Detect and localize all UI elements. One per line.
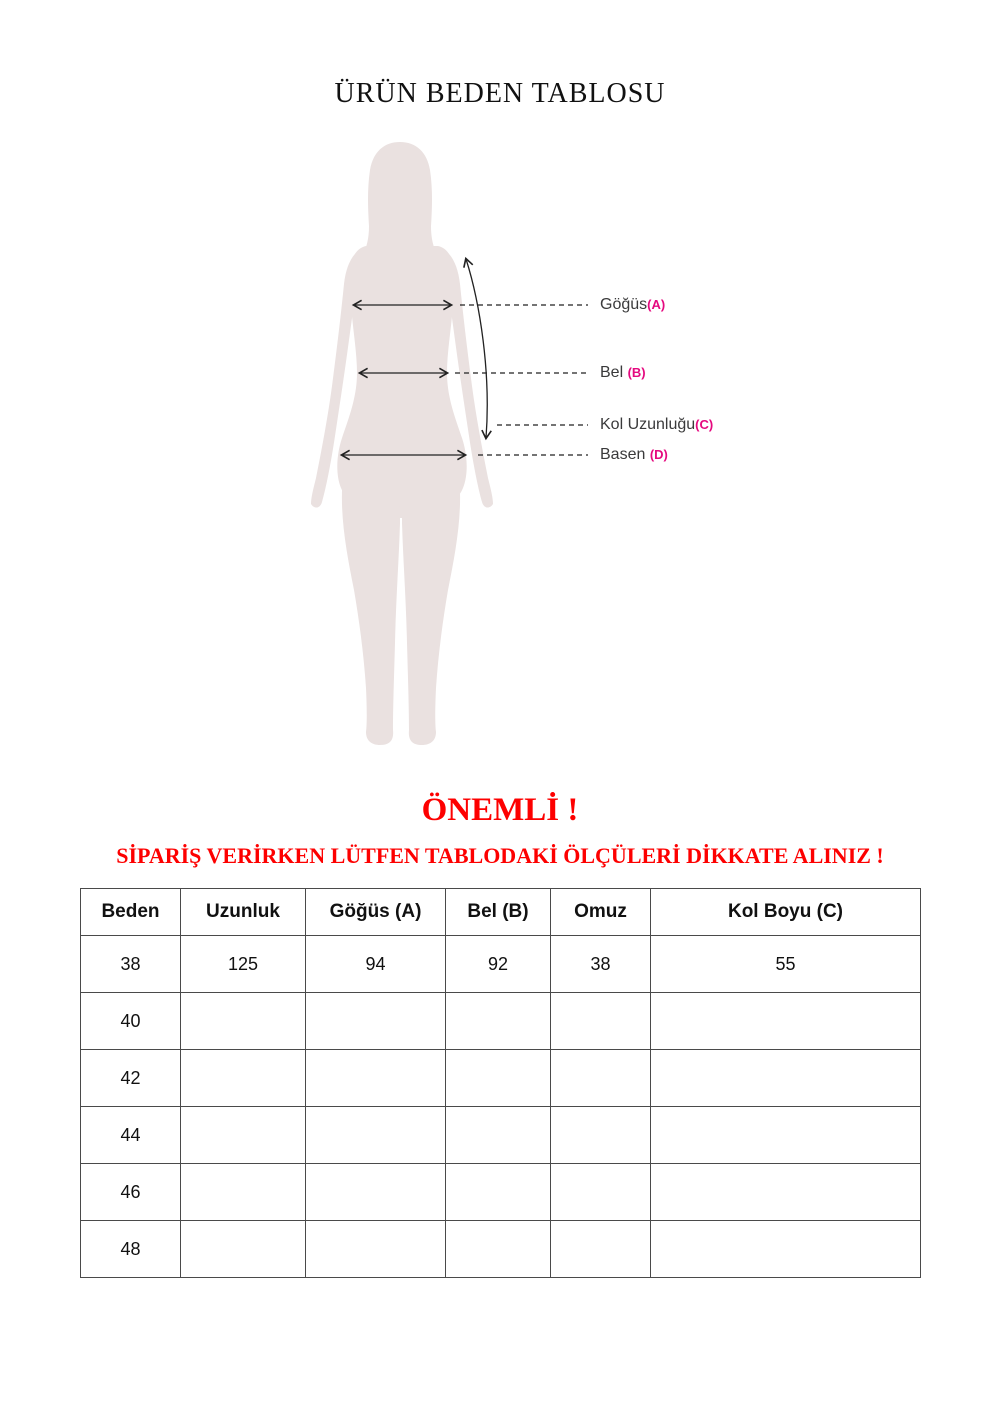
label-hip-letter: (D) — [649, 447, 668, 462]
table-cell — [551, 1107, 651, 1164]
warning-text: SİPARİŞ VERİRKEN LÜTFEN TABLODAKİ ÖLÇÜLERİ DİKKATE ALINIZ ! — [116, 843, 884, 868]
table-cell: 92 — [446, 936, 551, 993]
label-arm-length — [600, 416, 713, 434]
table-row-size-48 — [81, 1221, 921, 1278]
col-header-gogus: Göğüs (A) — [306, 889, 446, 936]
col-header-bel: Bel (B) — [446, 889, 551, 936]
label-chest — [600, 296, 665, 314]
table-cell — [551, 993, 651, 1050]
table-cell — [446, 1107, 551, 1164]
page-title: ÜRÜN BEDEN TABLOSU — [334, 78, 666, 109]
label-chest-letter: (A) — [647, 297, 666, 312]
label-hip-text: Basen — [600, 446, 650, 463]
label-waist-letter: (B) — [627, 365, 646, 380]
table-cell — [306, 1050, 446, 1107]
table-cell — [306, 993, 446, 1050]
table-cell — [551, 1221, 651, 1278]
table-cell — [446, 1164, 551, 1221]
table-cell: 40 — [81, 993, 181, 1050]
label-arm-length-text: Kol Uzunluğu — [600, 416, 696, 433]
table-cell — [306, 1221, 446, 1278]
table-cell: 38 — [551, 936, 651, 993]
table-cell — [651, 1107, 921, 1164]
table-cell — [651, 1050, 921, 1107]
female-silhouette — [311, 142, 493, 745]
table-cell — [446, 1050, 551, 1107]
table-cell — [306, 1164, 446, 1221]
table-cell — [651, 1221, 921, 1278]
label-hip — [600, 446, 668, 464]
body-measurement-diagram — [0, 138, 1000, 753]
table-cell — [181, 1221, 306, 1278]
table-row-size-40 — [81, 993, 921, 1050]
table-cell: 42 — [81, 1050, 181, 1107]
label-waist-text: Bel — [600, 364, 628, 381]
table-row-size-44 — [81, 1107, 921, 1164]
silhouette-left-leg — [342, 468, 400, 745]
table-row-size-42 — [81, 1050, 921, 1107]
size-table — [80, 888, 921, 1278]
table-header-row — [81, 889, 921, 936]
table-cell — [181, 1107, 306, 1164]
col-header-omuz: Omuz — [551, 889, 651, 936]
table-cell — [551, 1050, 651, 1107]
table-cell — [651, 1164, 921, 1221]
important-heading: ÖNEMLİ ! — [421, 792, 579, 828]
table-cell — [446, 993, 551, 1050]
label-chest-text: Göğüs — [600, 296, 648, 313]
table-cell — [551, 1164, 651, 1221]
col-header-beden: Beden — [81, 889, 181, 936]
table-cell — [181, 993, 306, 1050]
table-cell: 94 — [306, 936, 446, 993]
table-cell — [446, 1221, 551, 1278]
table-cell — [651, 993, 921, 1050]
table-row-size-38 — [81, 936, 921, 993]
table-cell — [181, 1050, 306, 1107]
table-cell: 46 — [81, 1164, 181, 1221]
label-waist — [600, 364, 646, 382]
table-cell: 125 — [181, 936, 306, 993]
silhouette-right-leg — [402, 468, 460, 745]
table-cell: 38 — [81, 936, 181, 993]
col-header-kol-boyu: Kol Boyu (C) — [651, 889, 921, 936]
table-cell — [181, 1164, 306, 1221]
table-row-size-46 — [81, 1164, 921, 1221]
col-header-uzunluk: Uzunluk — [181, 889, 306, 936]
table-cell: 44 — [81, 1107, 181, 1164]
table-cell — [306, 1107, 446, 1164]
table-cell: 55 — [651, 936, 921, 993]
table-cell: 48 — [81, 1221, 181, 1278]
label-arm-length-letter: (C) — [695, 417, 714, 432]
